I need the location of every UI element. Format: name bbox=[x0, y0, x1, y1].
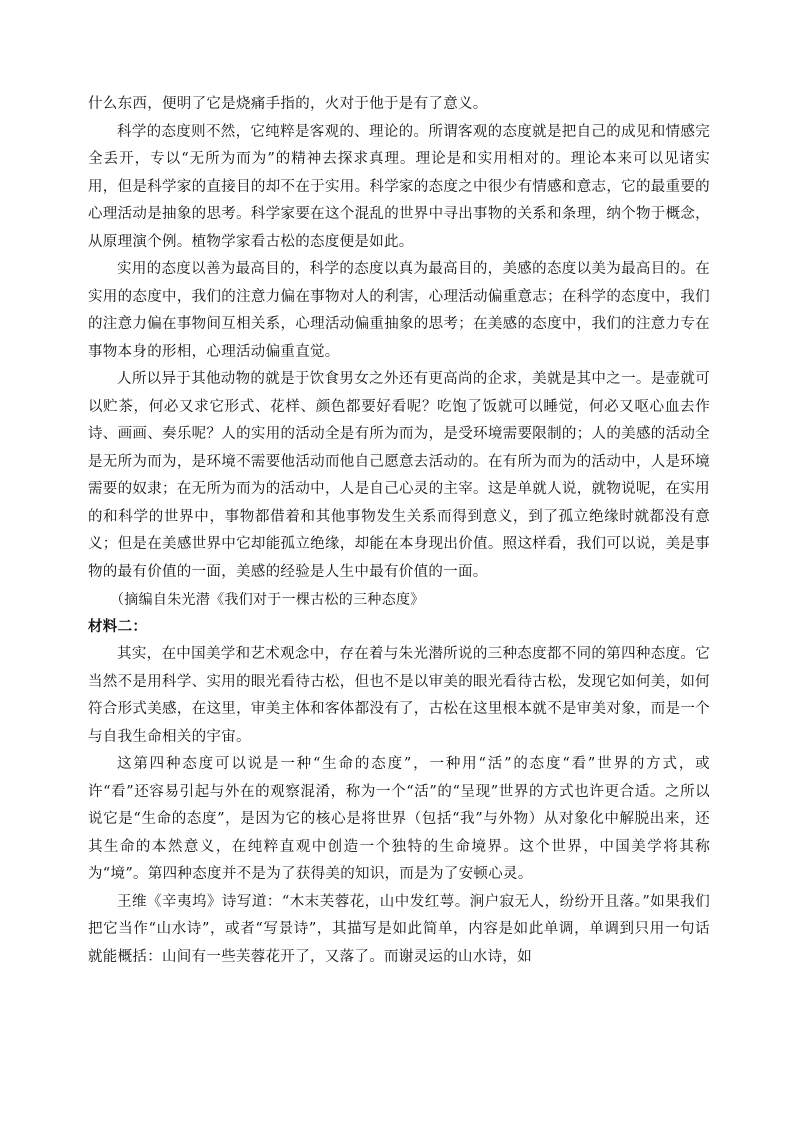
paragraph-wang-wei-poem: 王维《辛夷坞》诗写道：“木末芙蓉花，山中发红萼。涧户寂无人，纷纷开且落。”如果我们把它当作“山水诗”，或者“写景诗”，其描写是如此简单，内容是如此单调，单调到只用一句话就能概括：山间有一些芙蓉花开了，又落了。而谢灵运的山水诗，如 bbox=[88, 893, 710, 965]
paragraph-life-attitude: 这第四种态度可以说是一种“生命的态度”，一种用“活”的态度“看”世界的方式，或许“看”还容易引起与外在的观察混淆，称为一个“活”的“呈现”世界的方式也许更合适。之所以说它是“生命的态度”，是因为它的核心是将世界（包括“我”与外物）从对象化中解脱出来，还其生命的本然意义，在纯粹直观中创造一个独特的生命境界。这个世界，中国美学将其称为“境”。第四种态度并不是为了获得美的知识，而是为了安顿心灵。 bbox=[88, 756, 710, 882]
source-citation: （摘编自朱光潜《我们对于一棵古松的三种态度》 bbox=[110, 592, 425, 608]
paragraph-fourth-attitude: 其实，在中国美学和艺术观念中，存在着与朱光潜所说的三种态度都不同的第四种态度。它当然不是用科学、实用的眼光看待古松，但也不是以审美的眼光看待古松，发现它如何美，如何符合形式美感，在这里，审美主体和客体都没有了，古松在这里根本就不是审美对象，而是一个与自我生命相关的宇宙。 bbox=[88, 646, 710, 745]
paragraph-aesthetic-value: 人所以异于其他动物的就是于饮食男女之外还有更高尚的企求，美就是其中之一。是壶就可以贮茶，何必又求它形式、花样、颜色都要好看呢？吃饱了饭就可以睡觉，何必又呕心血去作诗、画画、奏乐呢？人的实用的活动全是有所为而为，是受环境需要限制的；人的美感的活动全是无所为而为，是环境不需要他活动而他自己愿意去活动的。在有所为而为的活动中，人是环境需要的奴隶；在无所为而为的活动中，人是自己心灵的主宰。这是单就人说，就物说呢，在实用的和科学的世界中，事物都借着和其他事物发生关系而得到意义，到了孤立绝缘时就都没有意义；但是在美感世界中它却能孤立绝缘，却能在本身现出价值。照这样看，我们可以说，美是事物的最有价值的一面，美感的经验是人生中最有价值的一面。 bbox=[88, 371, 710, 580]
section-heading-material-two: 材料二： bbox=[88, 619, 148, 635]
document-page bbox=[88, 91, 710, 971]
paragraph-continuation: 什么东西，便明了它是烧痛手指的，火对于他于是有了意义。 bbox=[88, 96, 488, 112]
paragraph-scientific-attitude: 科学的态度则不然，它纯粹是客观的、理论的。所谓客观的态度就是把自己的成见和情感完全丢开，专以“无所为而为”的精神去探求真理。理论是和实用相对的。理论本来可以见诸实用，但是科学家的直接目的却不在于实用。科学家的态度之中很少有情感和意志，它的最重要的心理活动是抽象的思考。科学家要在这个混乱的世界中寻出事物的关系和条理，纳个物于概念，从原理演个例。植物学家看古松的态度便是如此。 bbox=[88, 123, 710, 250]
paragraph-three-attitudes: 实用的态度以善为最高目的，科学的态度以真为最高目的，美感的态度以美为最高目的。在实用的态度中，我们的注意力偏在事物对人的利害，心理活动偏重意志；在科学的态度中，我们的注意力偏在事物间互相关系，心理活动偏重抽象的思考；在美感的态度中，我们的注意力专在事物本身的形相，心理活动偏重直觉。 bbox=[88, 261, 710, 360]
